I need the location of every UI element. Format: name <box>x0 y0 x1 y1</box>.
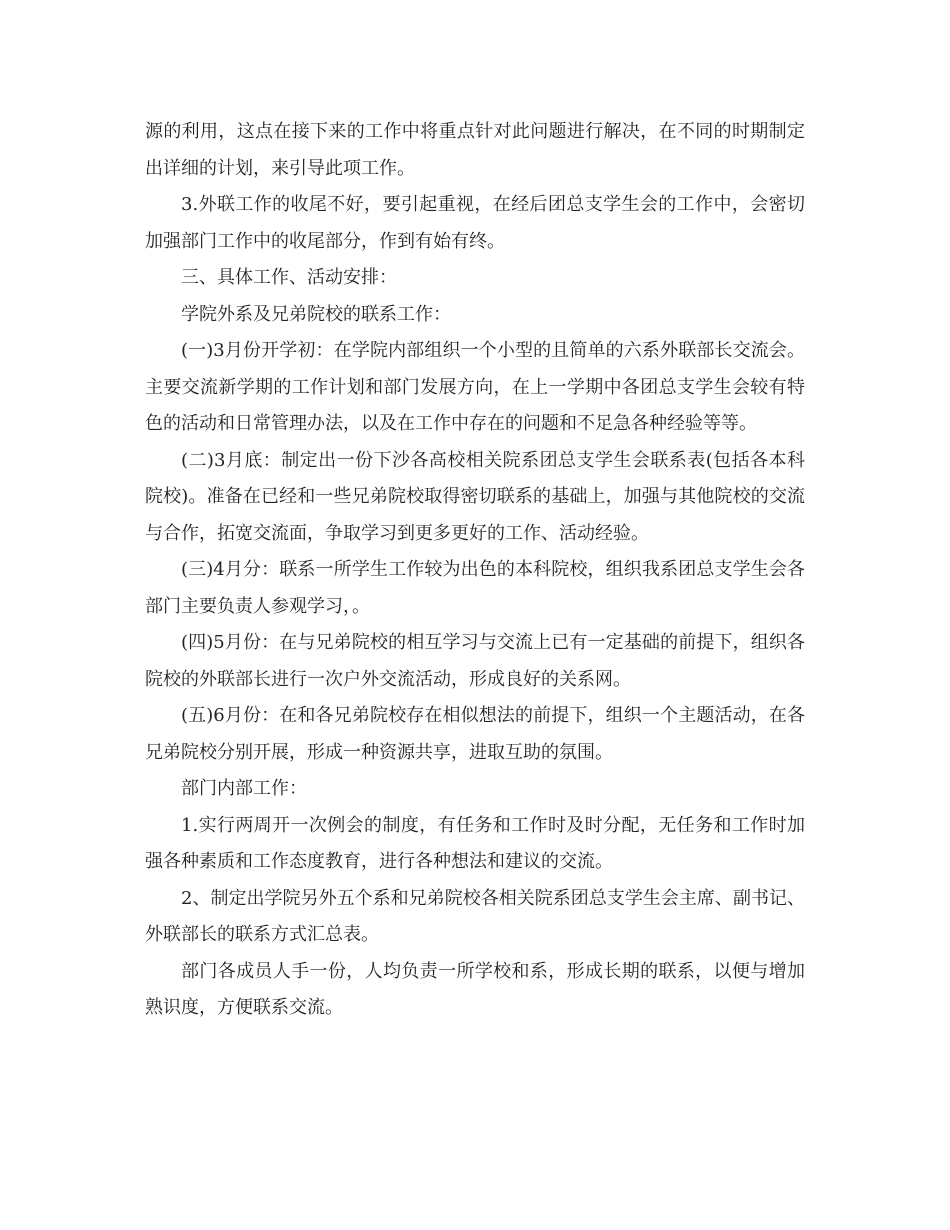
document-page <box>145 114 805 1027</box>
subheading-external-liaison: 学院外系及兄弟院校的联系工作： <box>181 303 451 325</box>
paragraph-march-end: (二)3月底：制定出一份下沙各高校相关院系团总支学生会联系表(包括各本科院校)。准备在已经和一些兄弟院校取得密切联系的基础上，加强与其他院校的交流与合作，拓宽交流面，争取学习到更多更好的工作、活动经验。 <box>145 449 805 544</box>
paragraph-april: (三)4月分：联系一所学生工作较为出色的本科院校，组织我系团总支学生会各部门主要负责人参观学习，。 <box>145 559 805 617</box>
paragraph-internal-2: 2、制定出学院另外五个系和兄弟院校各相关院系团总支学生会主席、副书记、外联部长的联系方式汇总表。 <box>145 887 805 945</box>
paragraph-june: (五)6月份：在和各兄弟院校存在相似想法的前提下，组织一个主题活动，在各兄弟院校分别开展，形成一种资源共享，进取互助的氛围。 <box>145 705 805 763</box>
subheading-internal-work: 部门内部工作： <box>181 778 307 799</box>
paragraph-members: 部门各成员人手一份，人均负责一所学校和系，形成长期的联系，以便与增加熟识度，方便联系交流。 <box>145 960 805 1018</box>
paragraph-internal-1: 1.实行两周开一次例会的制度，有任务和工作时及时分配，无任务和工作时加强各种素质和工作态度教育，进行各种想法和建议的交流。 <box>145 814 805 872</box>
section-heading-3: 三、具体工作、活动安排： <box>181 267 397 288</box>
paragraph-continuation: 源的利用，这点在接下来的工作中将重点针对此问题进行解决，在不同的时期制定出详细的计划，来引导此项工作。 <box>145 121 805 179</box>
paragraph-march-start: (一)3月份开学初：在学院内部组织一个小型的且简单的六系外联部长交流会。主要交流新学期的工作计划和部门发展方向，在上一学期中各团总支学生会较有特色的活动和日常管理办法，以及在工作中存在的问题和不足急各种经验等等。 <box>145 340 805 434</box>
paragraph-item-3: 3.外联工作的收尾不好，要引起重视，在经后团总支学生会的工作中，会密切加强部门工作中的收尾部分，作到有始有终。 <box>145 194 805 252</box>
paragraph-may: (四)5月份：在与兄弟院校的相互学习与交流上已有一定基础的前提下，组织各院校的外联部长进行一次户外交流活动，形成良好的关系网。 <box>145 632 805 690</box>
